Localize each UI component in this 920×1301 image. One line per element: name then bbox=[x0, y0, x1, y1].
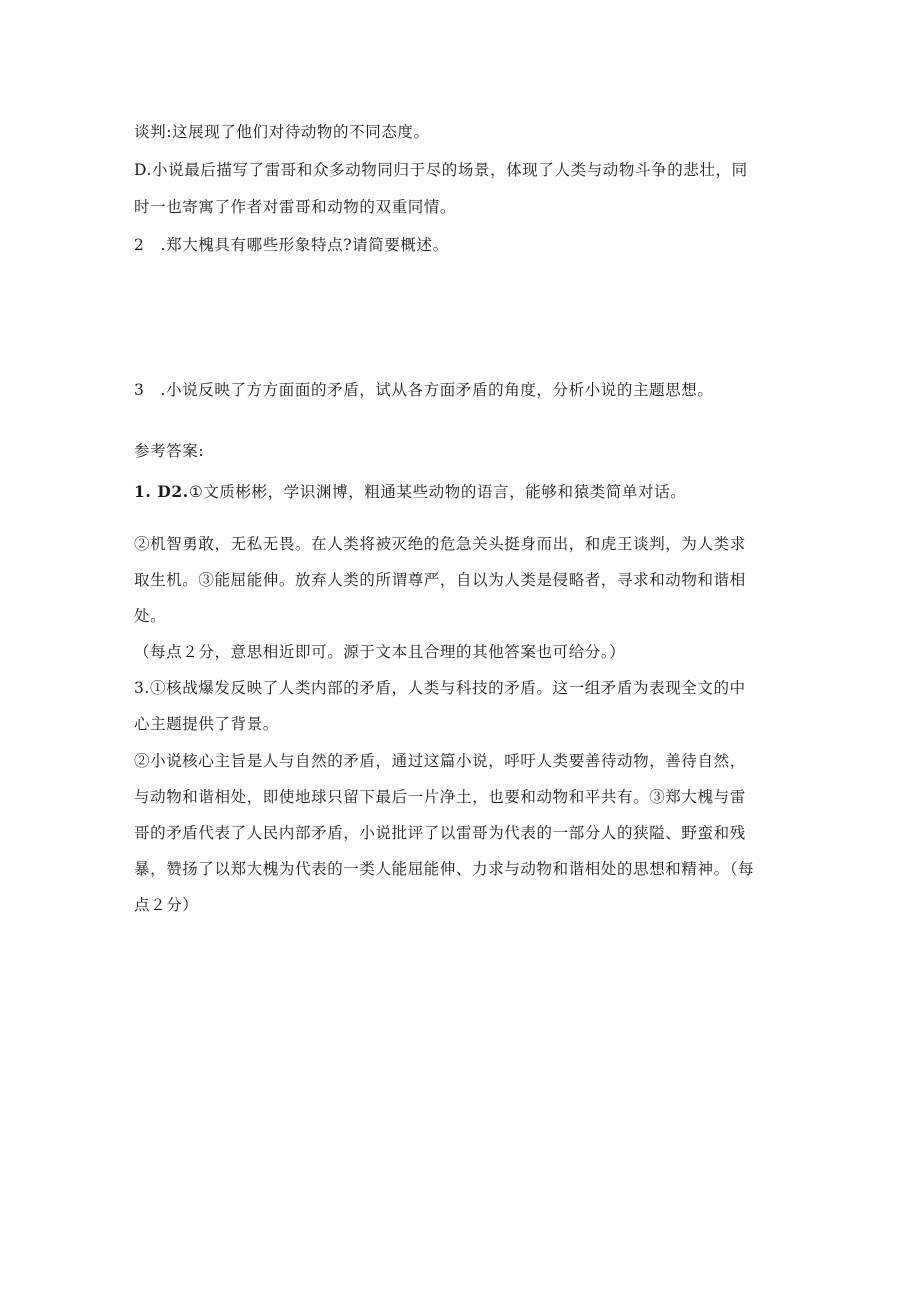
answer-2-line: 处。 bbox=[134, 607, 167, 625]
answer-3-line: 3.①核战爆发反映了人类内部的矛盾，人类与科技的矛盾。这一组矛盾为表现全文的中 bbox=[134, 679, 746, 697]
option-d-line: 时一也寄寓了作者对雷哥和动物的双重同情。 bbox=[134, 198, 457, 216]
answer-3-line: ②小说核心主旨是人与自然的矛盾，通过这篇小说，呼吁人类要善待动物，善待自然， bbox=[134, 752, 746, 770]
answer-2-line: ②机智勇敢，无私无畏。在人类将被灭绝的危急关头挺身而出，和虎王谈判，为人类求 bbox=[134, 535, 746, 553]
answer-3-line: 与动物和谐相处，即使地球只留下最后一片净土，也要和动物和平共有。③郑大槐与雷 bbox=[134, 788, 746, 806]
question-3: 3 .小说反映了方方面面的矛盾，试从各方面矛盾的角度，分析小说的主题思想。 bbox=[134, 381, 714, 399]
option-d-line: D.小说最后描写了雷哥和众多动物同归于尽的场景，体现了人类与动物斗争的悲壮，同 bbox=[134, 161, 748, 179]
answer-2-note: （每点２分，意思相近即可。源于文本且合理的其他答案也可给分。） bbox=[134, 643, 626, 661]
answers-heading: 参考答案: bbox=[134, 442, 205, 460]
question-2: 2 .郑大槐具有哪些形象特点?请简要概述。 bbox=[134, 236, 449, 254]
answer-3-line: 哥的矛盾代表了人民内部矛盾，小说批评了以雷哥为代表的一部分人的狭隘、野蛮和残 bbox=[134, 824, 746, 842]
answer-1 bbox=[134, 481, 794, 503]
answer-3-line: 心主题提供了背景。 bbox=[134, 715, 279, 733]
answer-1-text: ①文质彬彬，学识渊博，粗通某些动物的语言，能够和猿类简单对话。 bbox=[188, 483, 687, 501]
question-tail-line: 谈判:这展现了他们对待动物的不同态度。 bbox=[134, 123, 430, 141]
answer-3-line: 点２分） bbox=[134, 896, 199, 914]
answer-2-line: 取生机。③能屈能伸。放弃人类的所谓尊严，自以为人类是侵略者，寻求和动物和谐相 bbox=[134, 571, 746, 589]
answer-1-prefix: 1. D2. bbox=[134, 482, 189, 501]
answer-3-line: 暴，赞扬了以郑大槐为代表的一类人能屈能伸、力求与动物和谐相处的思想和精神。（每 bbox=[134, 860, 755, 878]
